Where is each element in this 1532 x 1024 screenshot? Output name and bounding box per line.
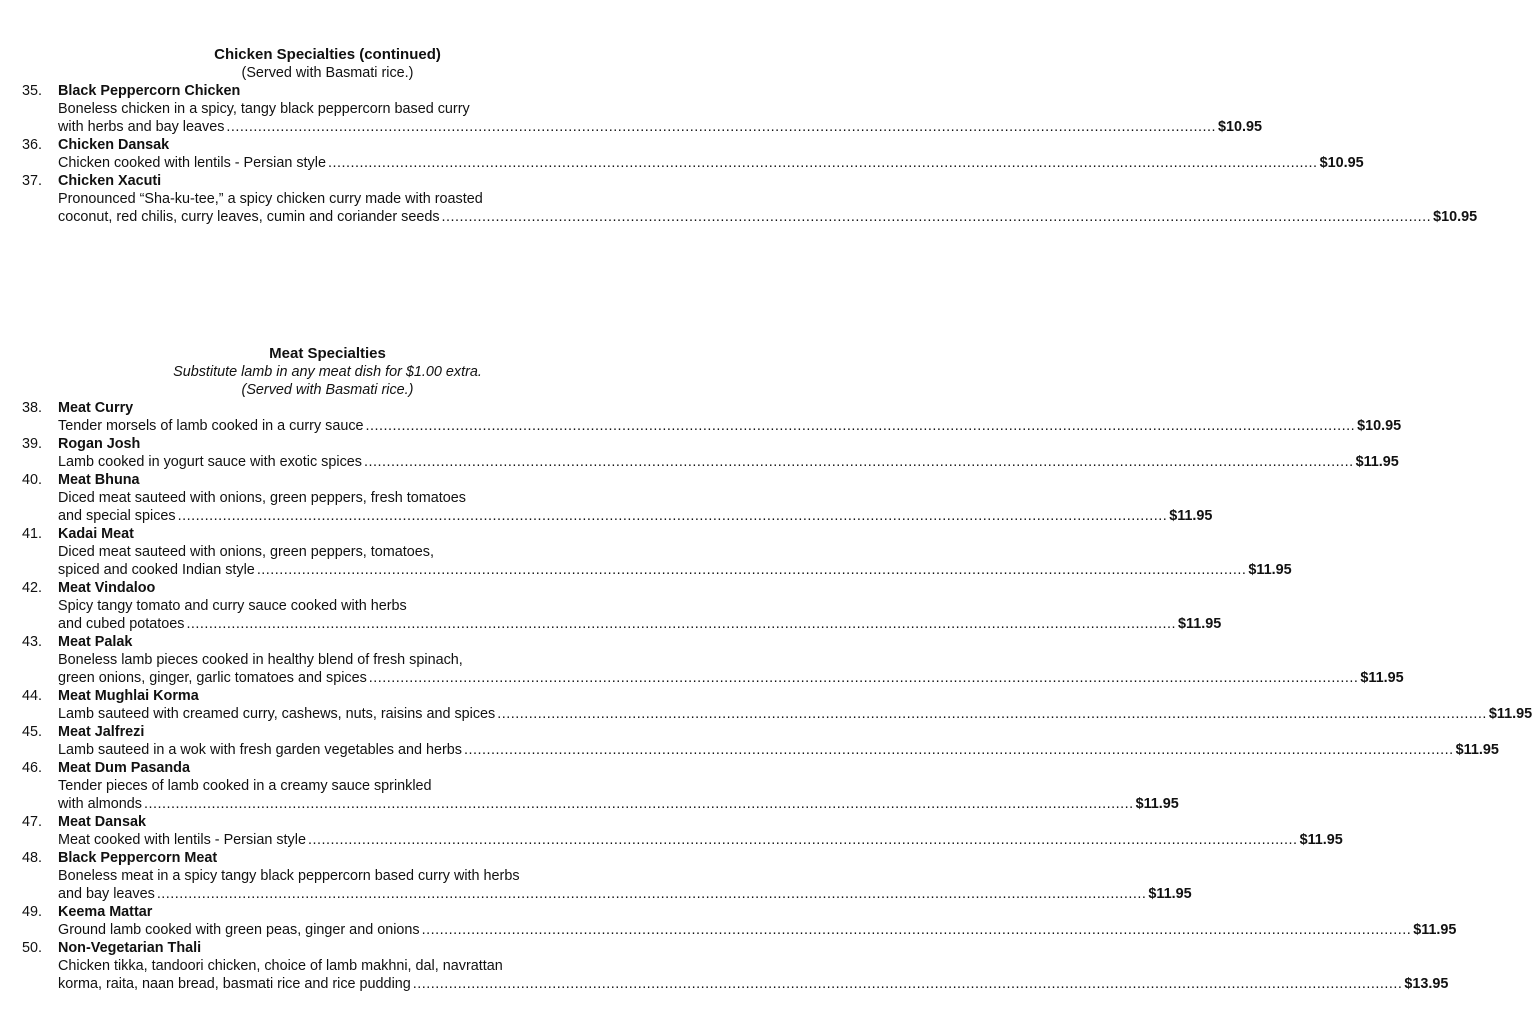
- item-name: Meat Dum Pasanda: [58, 760, 190, 776]
- item-price: $13.95: [1404, 976, 1449, 992]
- item-price: $11.95: [1355, 454, 1399, 470]
- item-name: Chicken Xacuti: [58, 173, 162, 189]
- item-price: $11.95: [1413, 922, 1457, 938]
- item-description: Tender morsels of lamb cooked in a curry sauce: [58, 418, 364, 434]
- item-price: $11.95: [1169, 508, 1213, 524]
- item-price-line: [58, 669, 1404, 687]
- menu-item: [0, 471, 1213, 525]
- item-name: Meat Palak: [58, 634, 133, 650]
- item-price-line: [58, 795, 1179, 813]
- dot-leader: ............................................................................................................................................................................................................................: [365, 418, 1356, 434]
- item-description: spiced and cooked Indian style: [58, 562, 255, 578]
- dot-leader: ............................................................................................................................................................................................................................: [464, 742, 1454, 758]
- item-price-line: [58, 208, 1478, 226]
- menu-item: [0, 633, 1404, 687]
- item-price: $11.95: [1299, 832, 1343, 848]
- menu-item: [0, 687, 1532, 723]
- dot-leader: ............................................................................................................................................................................................................................: [186, 616, 1177, 632]
- item-description: Meat cooked with lentils - Persian style: [58, 832, 306, 848]
- item-name: Meat Mughlai Korma: [58, 688, 199, 704]
- menu-item: [0, 723, 1499, 759]
- menu-item: [0, 759, 1179, 813]
- item-number: 47.: [22, 814, 43, 830]
- item-price-line: [58, 507, 1213, 525]
- meat-specialties-section: [0, 345, 1532, 993]
- item-price: $11.95: [1178, 616, 1222, 632]
- dot-leader: ............................................................................................................................................................................................................................: [363, 454, 1354, 470]
- item-name: Rogan Josh: [58, 436, 141, 452]
- item-price: $11.95: [1148, 886, 1192, 902]
- item-number: 42.: [22, 580, 43, 596]
- item-number: 38.: [22, 400, 43, 416]
- item-number: 37.: [22, 173, 43, 189]
- item-price: $10.95: [1319, 155, 1364, 171]
- menu-item: [0, 435, 1399, 471]
- item-price: $11.95: [1455, 742, 1499, 758]
- dot-leader: ............................................................................................................................................................................................................................: [256, 562, 1247, 578]
- item-price-line: [58, 417, 1402, 435]
- dot-leader: ............................................................................................................................................................................................................................: [143, 796, 1134, 812]
- item-name: Meat Jalfrezi: [58, 724, 145, 740]
- item-price-line: [58, 561, 1292, 579]
- item-price-line: [58, 921, 1457, 939]
- item-number: 39.: [22, 436, 43, 452]
- item-description: Pronounced “Sha-ku-tee,” a spicy chicken curry made with roasted: [58, 191, 483, 207]
- item-number: 46.: [22, 760, 43, 776]
- dot-leader: ............................................................................................................................................................................................................................: [156, 886, 1147, 902]
- item-name: Black Peppercorn Chicken: [58, 83, 241, 99]
- item-price-line: [58, 741, 1499, 759]
- menu-item: [0, 136, 1364, 172]
- item-description: with herbs and bay leaves: [58, 119, 225, 135]
- section-subtitle: (Served with Basmati rice.): [241, 382, 414, 398]
- item-price-line: [58, 615, 1222, 633]
- item-description: Chicken cooked with lentils - Persian style: [58, 155, 326, 171]
- item-number: 36.: [22, 137, 43, 153]
- dot-leader: ............................................................................................................................................................................................................................: [441, 209, 1432, 225]
- dot-leader: ............................................................................................................................................................................................................................: [412, 976, 1403, 992]
- item-name: Black Peppercorn Meat: [58, 850, 218, 866]
- menu-item: [0, 579, 1222, 633]
- item-price: $10.95: [1433, 209, 1478, 225]
- item-price: $10.95: [1218, 119, 1263, 135]
- item-name: Meat Curry: [58, 400, 134, 416]
- item-price-line: [58, 154, 1364, 172]
- item-price-line: [58, 975, 1449, 993]
- item-description: Lamb sauteed in a wok with fresh garden vegetables and herbs: [58, 742, 462, 758]
- section-subtitle: Substitute lamb in any meat dish for $1.00 extra.: [173, 364, 482, 380]
- item-price-line: [58, 453, 1399, 471]
- item-description: with almonds: [58, 796, 142, 812]
- item-number: 43.: [22, 634, 43, 650]
- dot-leader: ............................................................................................................................................................................................................................: [307, 832, 1298, 848]
- item-price-line: [58, 118, 1263, 136]
- item-price-line: [58, 831, 1343, 849]
- item-description: Spicy tangy tomato and curry sauce cooked with herbs: [58, 598, 407, 614]
- item-description: Diced meat sauteed with onions, green peppers, tomatoes,: [58, 544, 434, 560]
- item-number: 45.: [22, 724, 43, 740]
- item-description: Boneless lamb pieces cooked in healthy blend of fresh spinach,: [58, 652, 463, 668]
- item-description: coconut, red chilis, curry leaves, cumin and coriander seeds: [58, 209, 440, 225]
- item-number: 40.: [22, 472, 43, 488]
- item-name: Meat Bhuna: [58, 472, 140, 488]
- item-name: Keema Mattar: [58, 904, 153, 920]
- menu-item: [0, 399, 1402, 435]
- item-description: Tender pieces of lamb cooked in a creamy sauce sprinkled: [58, 778, 432, 794]
- menu-item: [0, 172, 1478, 226]
- dot-leader: ............................................................................................................................................................................................................................: [177, 508, 1168, 524]
- dot-leader: ............................................................................................................................................................................................................................: [497, 706, 1487, 722]
- item-number: 41.: [22, 526, 43, 542]
- item-description: green onions, ginger, garlic tomatoes and spices: [58, 670, 367, 686]
- item-description: Chicken tikka, tandoori chicken, choice of lamb makhni, dal, navrattan: [58, 958, 503, 974]
- item-description: and bay leaves: [58, 886, 155, 902]
- item-number: 48.: [22, 850, 43, 866]
- item-number: 44.: [22, 688, 43, 704]
- item-name: Meat Vindaloo: [58, 580, 156, 596]
- menu-item: [0, 939, 1449, 993]
- item-price: $11.95: [1248, 562, 1292, 578]
- item-description: Diced meat sauteed with onions, green peppers, fresh tomatoes: [58, 490, 466, 506]
- chicken-specialties-section: [0, 46, 1478, 226]
- menu-item: [0, 82, 1263, 136]
- item-number: 49.: [22, 904, 43, 920]
- dot-leader: ............................................................................................................................................................................................................................: [421, 922, 1412, 938]
- section-title: Chicken Specialties (continued): [214, 46, 441, 63]
- menu-item: [0, 525, 1292, 579]
- item-number: 35.: [22, 83, 43, 99]
- item-description: korma, raita, naan bread, basmati rice and rice pudding: [58, 976, 411, 992]
- item-price: $11.95: [1488, 706, 1532, 722]
- section-title: Meat Specialties: [269, 345, 386, 362]
- item-price: $11.95: [1135, 796, 1179, 812]
- item-price-line: [58, 885, 1192, 903]
- menu-item: [0, 903, 1457, 939]
- section-subtitle: (Served with Basmati rice.): [241, 65, 414, 81]
- dot-leader: ............................................................................................................................................................................................................................: [226, 119, 1217, 135]
- menu-item: [0, 849, 1192, 903]
- item-name: Meat Dansak: [58, 814, 146, 830]
- item-number: 50.: [22, 940, 43, 956]
- item-name: Non-Vegetarian Thali: [58, 940, 202, 956]
- item-name: Chicken Dansak: [58, 137, 170, 153]
- item-price: $10.95: [1357, 418, 1402, 434]
- item-description: and cubed potatoes: [58, 616, 185, 632]
- item-description: Boneless chicken in a spicy, tangy black peppercorn based curry: [58, 101, 470, 117]
- item-price: $11.95: [1360, 670, 1404, 686]
- item-description: Ground lamb cooked with green peas, ginger and onions: [58, 922, 420, 938]
- dot-leader: ............................................................................................................................................................................................................................: [327, 155, 1318, 171]
- item-description: Lamb sauteed with creamed curry, cashews, nuts, raisins and spices: [58, 706, 496, 722]
- menu-item: [0, 813, 1343, 849]
- dot-leader: ............................................................................................................................................................................................................................: [368, 670, 1359, 686]
- item-description: Lamb cooked in yogurt sauce with exotic spices: [58, 454, 362, 470]
- item-description: Boneless meat in a spicy tangy black peppercorn based curry with herbs: [58, 868, 520, 884]
- item-name: Kadai Meat: [58, 526, 134, 542]
- item-description: and special spices: [58, 508, 176, 524]
- item-price-line: [58, 705, 1532, 723]
